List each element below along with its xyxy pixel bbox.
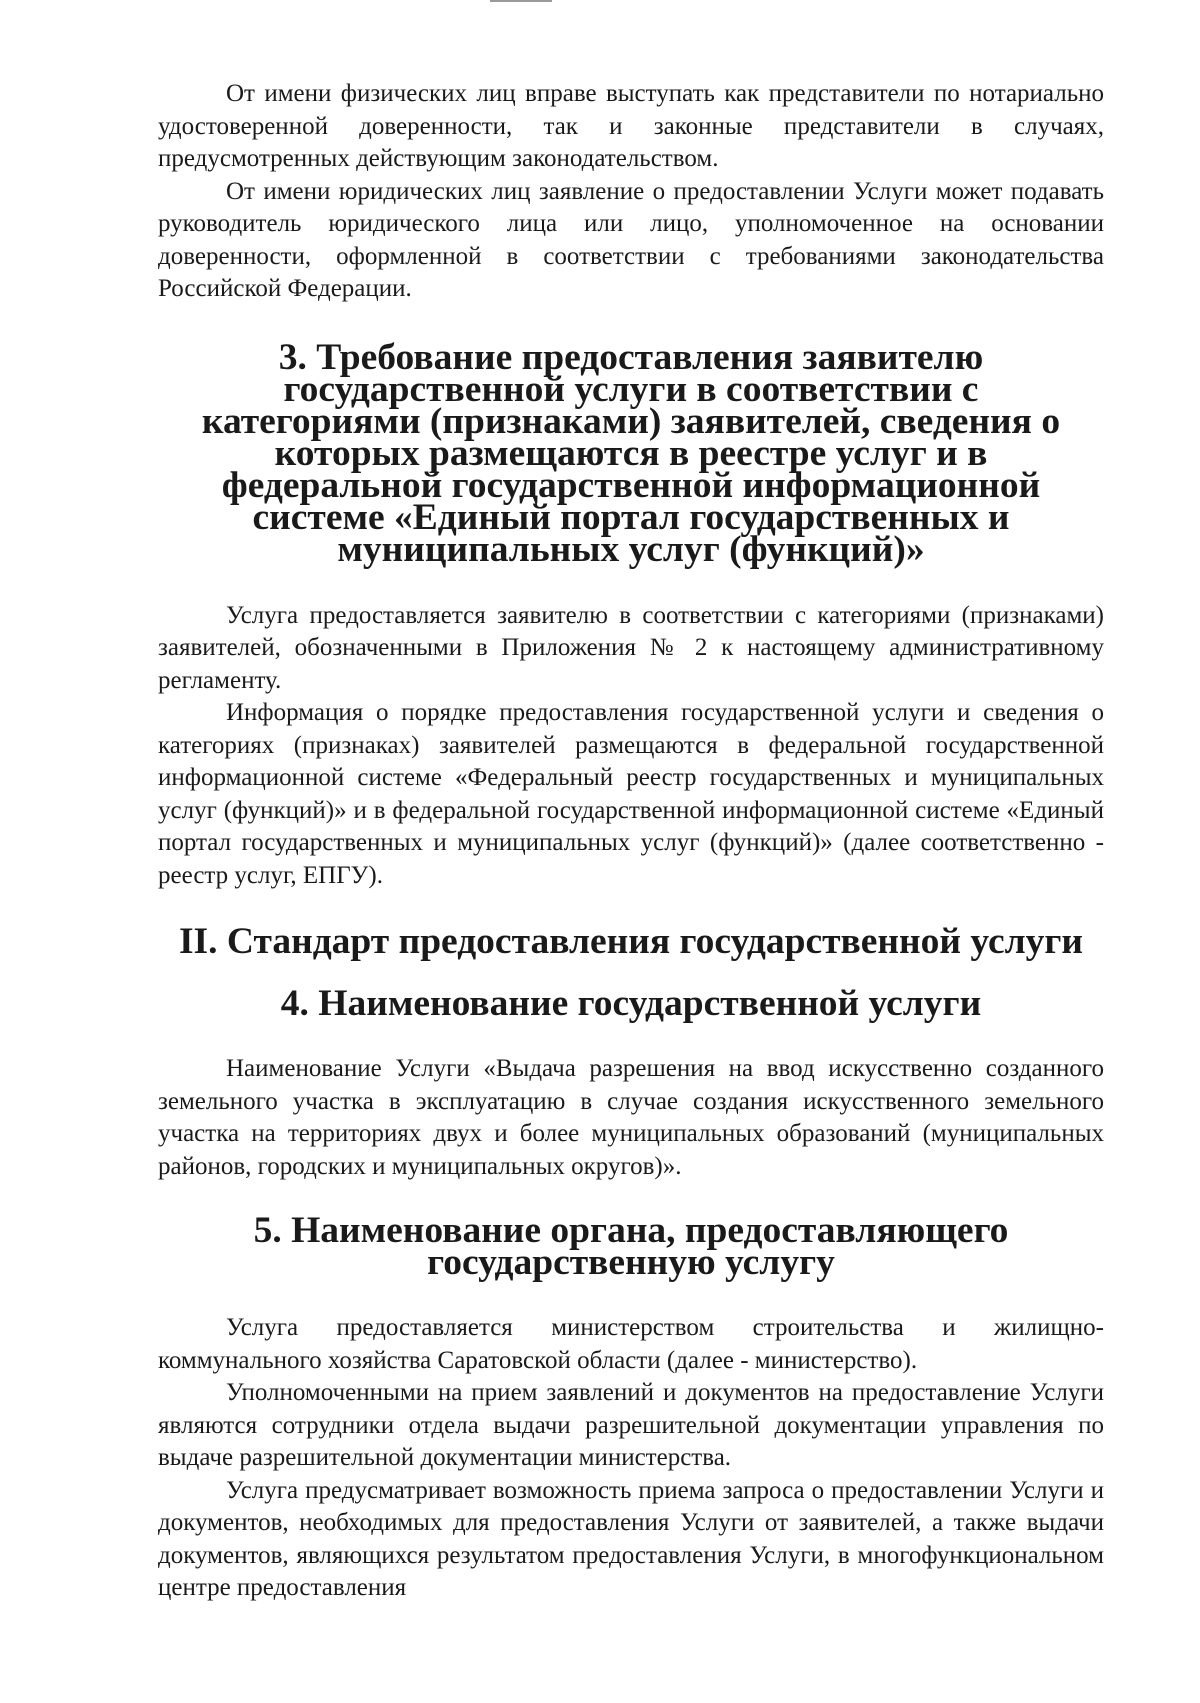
paragraph-service-provider: Услуга предоставляется министерством строительства и жилищно-коммунального хозяйства Саратовской области (далее - министерство). <box>158 1314 1104 1374</box>
paragraph-service-name: Наименование Услуги «Выдача разрешения на ввод искусственно созданного земельного участка в эксплуатацию в случае создания искусственного земельного участка на территориях двух и более муниципальных образований (муниципальных районов, городских и муниципальных округов)». <box>158 1055 1104 1180</box>
paragraph-authorized-staff: Уполномоченными на прием заявлений и документов на предоставление Услуги являются сотрудники отдела выдачи разрешительной документации управления по выдаче разрешительной документации министерства. <box>158 1379 1104 1471</box>
paragraph-service-categories: Услуга предоставляется заявителю в соответствии с категориями (признаками) заявителей, обозначенными в Приложения № 2 к настоящему административному регламенту. <box>158 601 1104 694</box>
chapter-heading-2: II. Стандарт предоставления государственной услуги <box>178 921 1084 962</box>
document-page <box>158 78 1104 1605</box>
section-heading-3: 3. Требование предоставления заявителю государственной услуги в соответствии с категориями (признаками) заявителей, сведения о которых размещаются в реестре услуг и в федеральной государственной информационной системе «Единый портал государственных и муниципальных услуг (функций)» <box>201 336 1061 570</box>
paragraph-legal-entities-representatives: От имени юридических лиц заявление о предоставлении Услуги может подавать руководитель юридического лица или лицо, уполномоченное на основании доверенности, оформленной в соответствии с требованиями законодательства Российской Федерации. <box>158 177 1104 302</box>
section-heading-5: 5. Наименование органа, предоставляющего государственную услугу <box>253 1210 1009 1283</box>
scan-edge-mark <box>490 0 552 2</box>
paragraph-individuals-representatives: От имени физических лиц вправе выступать как представители по нотариально удостоверенной доверенности, так и законные представители в случаях, предусмотренных действующим законодательством. <box>158 80 1104 172</box>
paragraph-mfc-possibility: Услуга предусматривает возможность приема запроса о предоставлении Услуги и документов, необходимых для предоставления Услуги от заявителей, а также выдачи документов, являющихся результатом предоставления Услуги, в многофункциональном центре предоставления <box>158 1476 1104 1601</box>
paragraph-service-registry-info: Информация о порядке предоставления государственной услуги и сведения о категориях (признаках) заявителей размещаются в федеральной государственной информационной системе «Федеральный реестр государственных и муниципальных услуг (функций)» и в федеральной государственной информационной системе «Единый портал государственных и муниципальных услуг (функций)» (далее соответственно - реестр услуг, ЕПГУ). <box>158 699 1104 889</box>
section-heading-4: 4. Наименование государственной услуги <box>280 983 982 1024</box>
